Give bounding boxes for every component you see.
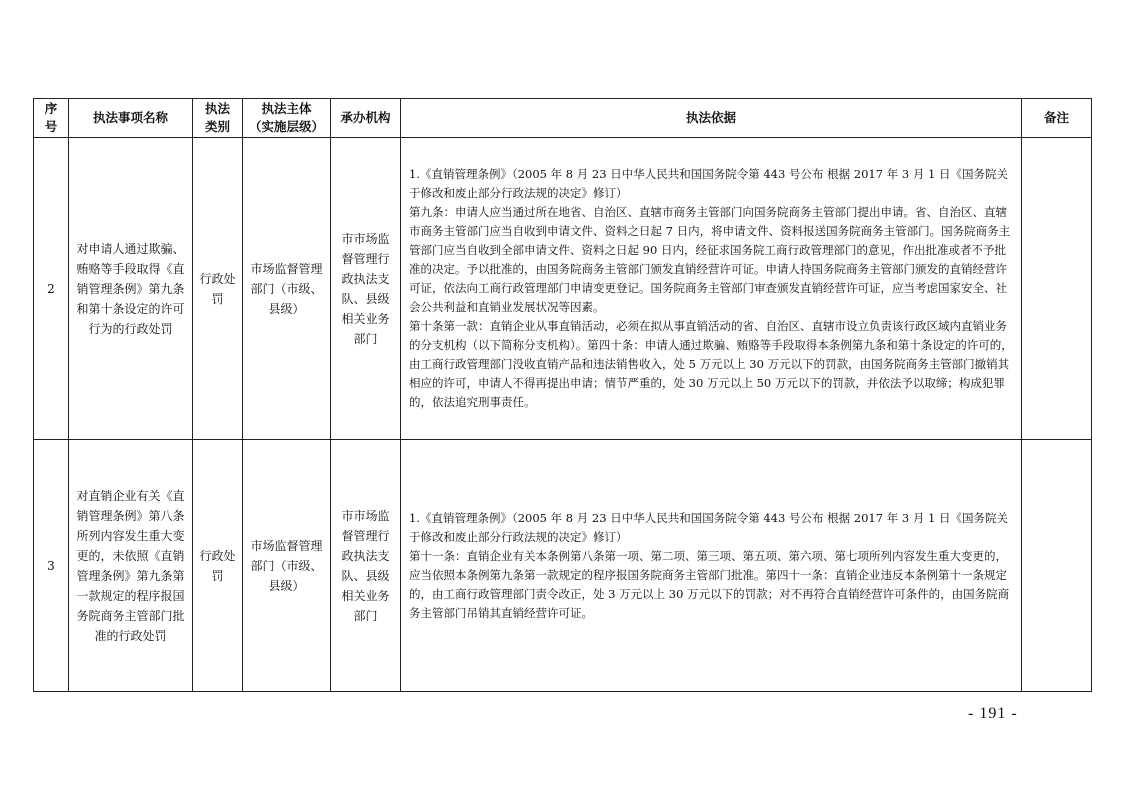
cell-name: 对直销企业有关《直销管理条例》第八条所列内容发生重大变更的，未依照《直销管理条例》第九条第一款规定的程序报国务院商务主管部门批准的行政处罚 (69, 440, 193, 692)
cell-remark (1022, 440, 1092, 692)
page-number: - 191 - (968, 705, 1018, 722)
header-name: 执法事项名称 (69, 99, 193, 138)
cell-category: 行政处罚 (193, 440, 243, 692)
enforcement-table (33, 98, 1092, 692)
basis-paragraph: 1.《直销管理条例》（2005 年 8 月 23 日中华人民共和国国务院令第 443 号公布 根据 2017 年 3 月 1 日《国务院关于修改和废止部分行政法规的决定》修订） (409, 510, 1008, 544)
cell-seq: 3 (34, 440, 69, 692)
table-row (34, 440, 1092, 692)
basis-paragraph: 1.《直销管理条例》（2005 年 8 月 23 日中华人民共和国国务院令第 443 号公布 根据 2017 年 3 月 1 日《国务院关于修改和废止部分行政法规的决定》修订） (409, 167, 1008, 200)
header-row (34, 99, 1092, 138)
cell-category: 行政处罚 (193, 138, 243, 440)
header-org: 承办机构 (331, 99, 401, 138)
cell-org: 市市场监督管理行政执法支队、县级相关业务部门 (331, 440, 401, 692)
header-remark: 备注 (1022, 99, 1092, 138)
cell-name: 对申请人通过欺骗、贿赂等手段取得《直销管理条例》第九条和第十条设定的许可行为的行政处罚 (69, 138, 193, 440)
header-body: 执法主体 （实施层级） (243, 99, 331, 138)
basis-paragraph: 第九条：申请人应当通过所在地省、自治区、直辖市商务主管部门向国务院商务主管部门提出申请。省、自治区、直辖市商务主管部门应当自收到申请文件、资料之日起 7 日内，将申请文件、资料报送国务院商务主管部门。国务院商务主管部门应当自收到全部申请文件、资料之日起 90 日内，经征求国务院工商行政管理部门的意见，作出批准或者不予批准的决定。予以批准的，由国务院商务主管部门颁发直销经营许可证。申请人持国务院商务主管部门颁发的直销经营许可证，依法向工商行政管理部门申请变更登记。国务院商务主管部门审查颁发直销经营许可证，应当考虑国家安全、社会公共利益和直销业发展状况等因素。 (409, 205, 1011, 314)
header-seq: 序 号 (34, 99, 69, 138)
cell-basis (401, 440, 1022, 692)
cell-basis (401, 138, 1022, 440)
basis-paragraph: 第十一条：直销企业有关本条例第八条第一项、第二项、第三项、第五项、第六项、第七项所列内容发生重大变更的，应当依照本条例第九条第一款规定的程序报国务院商务主管部门批准。第四十一条：直销企业违反本条例第十一条规定的，由工商行政管理部门责令改正，处 3 万元以上 30 万元以下的罚款；对不再符合直销经营许可条件的，由国务院商务主管部门吊销其直销经营许可证。 (409, 548, 1010, 620)
cell-remark (1022, 138, 1092, 440)
cell-body: 市场监督管理部门（市级、县级） (243, 440, 331, 692)
basis-paragraph: 第十条第一款：直销企业从事直销活动，必须在拟从事直销活动的省、自治区、直辖市设立负责该行政区域内直销业务的分支机构（以下简称分支机构）。第四十条：申请人通过欺骗、贿赂等手段取得本条例第九条和第十条设定的许可的，由工商行政管理部门没收直销产品和违法销售收入，处 5 万元以上 30 万元以下的罚款，由国务院商务主管部门撤销其相应的许可，申请人不得再提出申请；情节严重的，处 30 万元以上 50 万元以下的罚款，并依法予以取缔；构成犯罪的，依法追究刑事责任。 (409, 319, 1013, 409)
header-basis: 执法依据 (401, 99, 1022, 138)
cell-body: 市场监督管理部门（市级、县级） (243, 138, 331, 440)
table-row (34, 138, 1092, 440)
cell-seq: 2 (34, 138, 69, 440)
header-category: 执法 类别 (193, 99, 243, 138)
cell-org: 市市场监督管理行政执法支队、县级相关业务部门 (331, 138, 401, 440)
